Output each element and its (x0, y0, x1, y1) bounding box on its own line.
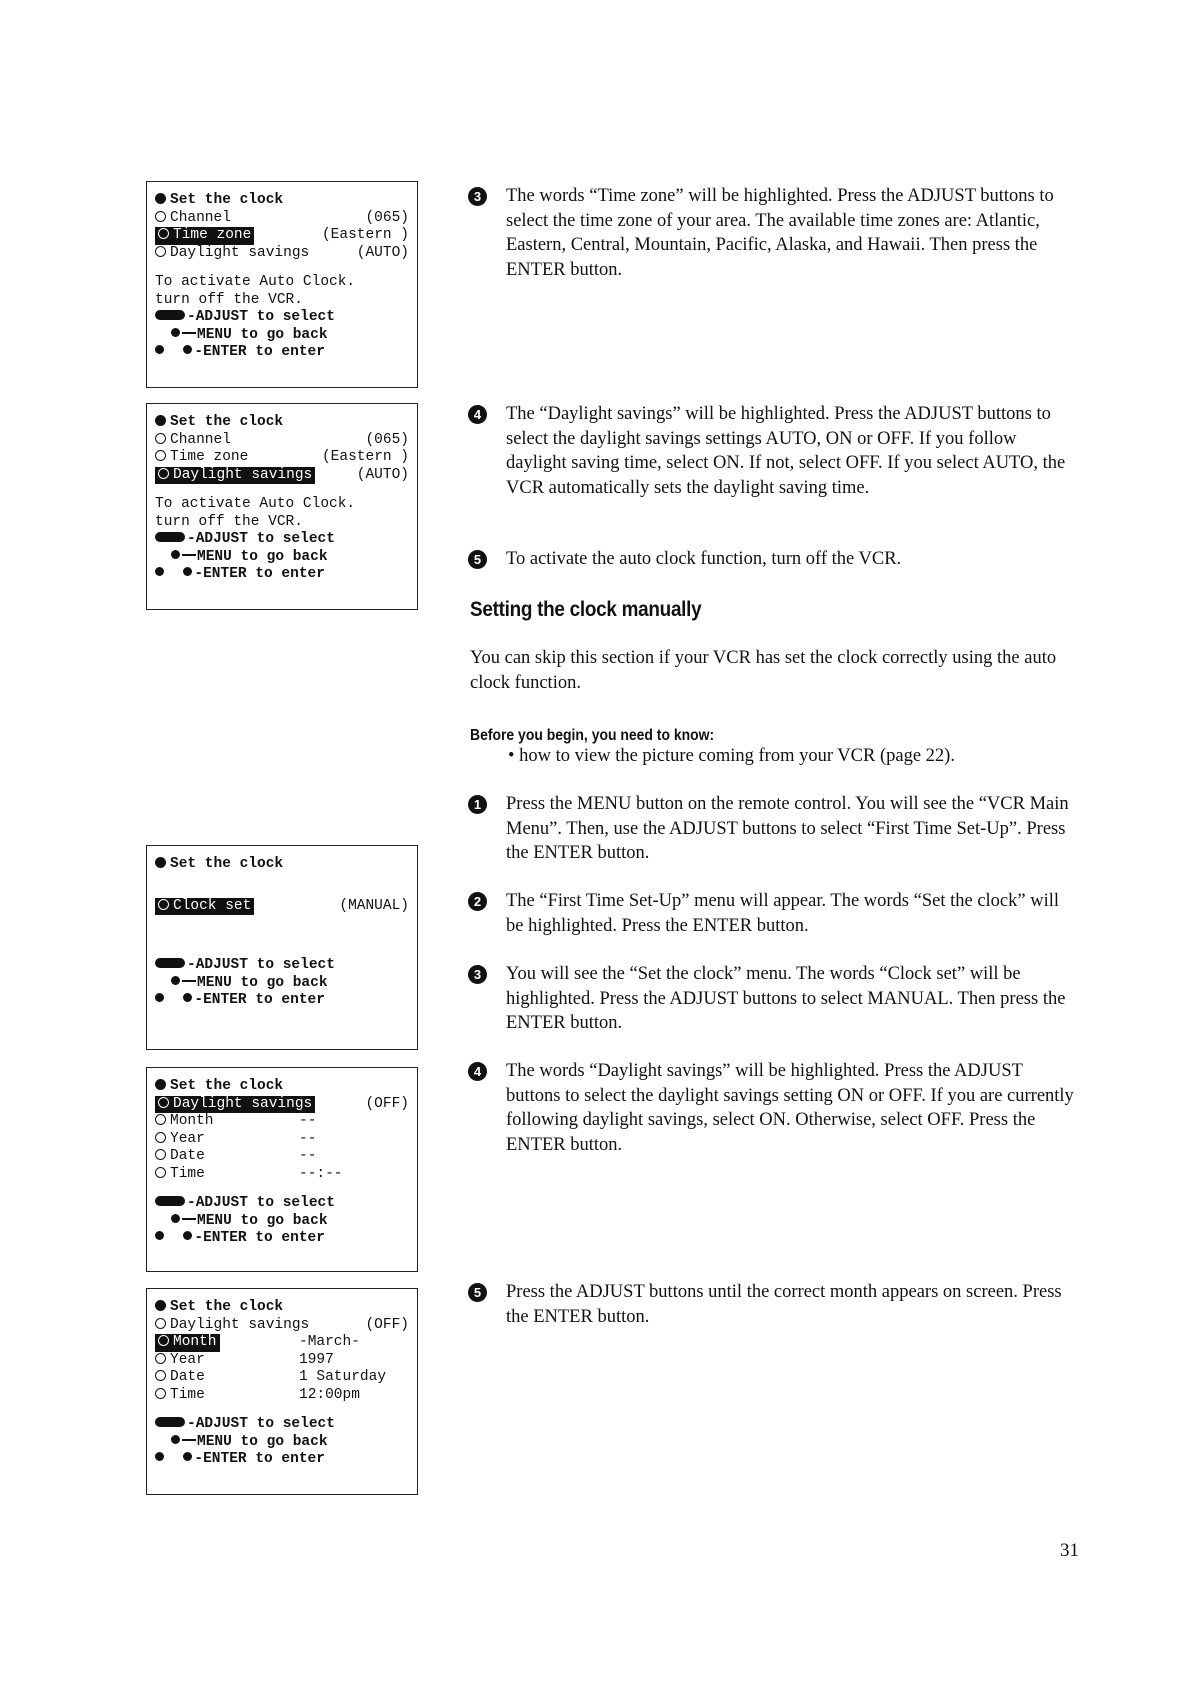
menu-row-daylight: Daylight savings (AUTO) (155, 467, 409, 485)
enter-button-icon (183, 1452, 192, 1461)
screen-title: Set the clock (170, 192, 284, 208)
hint-menu: MENU to go back (155, 1213, 409, 1231)
enter-button-icon (183, 993, 192, 1002)
screen-title: Set the clock (170, 1299, 284, 1315)
step-number: 5 (468, 1283, 487, 1302)
before-item: • how to view the picture coming from your VCR (page 22). (508, 746, 955, 766)
filled-bullet-icon (155, 1300, 166, 1311)
enter-button-icon (183, 567, 192, 576)
step-text: Press the ADJUST buttons until the correct month appears on screen. Press the ENTER button. (506, 1282, 1062, 1327)
osd-screen-timezone (146, 181, 418, 388)
circle-bullet-icon (155, 1149, 166, 1160)
circle-bullet-icon (155, 246, 166, 257)
step-number: 4 (468, 405, 487, 424)
manual-step-2 (468, 889, 1080, 938)
step-text: To activate the auto clock function, turn off the VCR. (506, 549, 902, 569)
screen-title: Set the clock (170, 1078, 284, 1094)
adjust-pad-icon (155, 310, 185, 320)
note-line: turn off the VCR. (155, 291, 303, 308)
menu-row-month: Month -- (155, 1113, 409, 1131)
menu-button-icon (171, 1435, 180, 1444)
menu-row-date: Date 1 Saturday (155, 1369, 409, 1387)
auto-step-5 (468, 547, 1080, 572)
menu-row-year: Year -- (155, 1131, 409, 1149)
enter-button-icon (183, 1231, 192, 1240)
page-number: 31 (1060, 1540, 1079, 1561)
menu-row-daylight: Daylight savings (AUTO) (155, 245, 409, 263)
screen-title: Set the clock (170, 414, 284, 430)
circle-bullet-icon (158, 1335, 169, 1346)
circle-bullet-icon (158, 468, 169, 479)
screen-title: Set the clock (170, 856, 284, 872)
filled-bullet-icon (155, 415, 166, 426)
menu-row-channel: Channel (065) (155, 210, 409, 228)
osd-screen-daylight (146, 403, 418, 610)
manual-step-3 (468, 962, 1080, 1036)
circle-bullet-icon (155, 433, 166, 444)
enter-button-icon (155, 1452, 164, 1461)
circle-bullet-icon (155, 1388, 166, 1399)
filled-bullet-icon (155, 193, 166, 204)
osd-screen-month (146, 1288, 418, 1495)
enter-button-icon (155, 993, 164, 1002)
circle-bullet-icon (155, 1167, 166, 1178)
hint-adjust: -ADJUST to select (155, 1195, 409, 1213)
menu-row-time: Time --:-- (155, 1166, 409, 1184)
section-intro: You can skip this section if your VCR has set the clock correctly using the auto clock function. (470, 648, 1057, 693)
menu-row-timezone: Time zone (Eastern ) (155, 449, 409, 467)
hint-enter: -ENTER to enter (155, 344, 409, 362)
hint-adjust: -ADJUST to select (155, 1416, 409, 1434)
menu-row-time: Time 12:00pm (155, 1387, 409, 1405)
menu-button-icon (171, 976, 180, 985)
circle-bullet-icon (155, 211, 166, 222)
step-text: The words “Time zone” will be highlighted. Press the ADJUST buttons to select the time zone of your area. The available time zones are: Atlantic, Eastern, Central, Mountain, Pacific, Alaska, and Hawaii. Then press the ENTER button. (506, 186, 1054, 280)
menu-row-daylight: Daylight savings (OFF) (155, 1317, 409, 1335)
step-number: 1 (468, 795, 487, 814)
manual-step-1 (468, 792, 1080, 866)
hint-menu: MENU to go back (155, 549, 409, 567)
hint-adjust: -ADJUST to select (155, 531, 409, 549)
hint-menu: MENU to go back (155, 327, 409, 345)
auto-step-4 (468, 402, 1080, 500)
hint-adjust: -ADJUST to select (155, 309, 409, 327)
adjust-pad-icon (155, 958, 185, 968)
step-text: The words “Daylight savings” will be highlighted. Press the ADJUST buttons to select the daylight savings setting ON or OFF. If you are currently following daylight savings, select ON. Otherwise, select OFF. Press the ENTER button. (506, 1061, 1074, 1155)
hint-enter: -ENTER to enter (155, 1451, 409, 1469)
note-line: turn off the VCR. (155, 513, 303, 530)
adjust-pad-icon (155, 532, 185, 542)
adjust-pad-icon (155, 1196, 185, 1206)
note-line: To activate Auto Clock. (155, 496, 356, 512)
step-number: 5 (468, 550, 487, 569)
enter-button-icon (183, 345, 192, 354)
menu-button-icon (171, 550, 180, 559)
enter-button-icon (155, 567, 164, 576)
step-text: The “Daylight savings” will be highlighted. Press the ADJUST buttons to select the daylight savings settings AUTO, ON or OFF. If you follow daylight saving time, select ON. If not, select OFF. If you select AUTO, the VCR automatically sets the daylight saving time. (506, 404, 1066, 498)
menu-row-date: Date -- (155, 1148, 409, 1166)
circle-bullet-icon (158, 899, 169, 910)
step-number: 3 (468, 187, 487, 206)
menu-row-timezone: Time zone (Eastern ) (155, 227, 409, 245)
step-number: 3 (468, 965, 487, 984)
hint-enter: -ENTER to enter (155, 566, 409, 584)
circle-bullet-icon (158, 228, 169, 239)
hint-enter: -ENTER to enter (155, 1230, 409, 1248)
menu-button-icon (171, 328, 180, 337)
auto-step-3 (468, 184, 1080, 282)
step-text: The “First Time Set-Up” menu will appear. The words “Set the clock” will be highlighted. Press the ENTER button. (506, 891, 1060, 936)
hint-menu: MENU to go back (155, 975, 409, 993)
before-heading: Before you begin, you need to know: (470, 727, 715, 744)
filled-bullet-icon (155, 857, 166, 868)
step-number: 4 (468, 1062, 487, 1081)
circle-bullet-icon (155, 450, 166, 461)
step-text: Press the MENU button on the remote control. You will see the “VCR Main Menu”. Then, use the ADJUST buttons to select “First Time Set-Up”. Press the ENTER button. (506, 794, 1069, 863)
menu-row-daylight: Daylight savings (OFF) (155, 1096, 409, 1114)
circle-bullet-icon (155, 1114, 166, 1125)
menu-row-year: Year 1997 (155, 1352, 409, 1370)
adjust-pad-icon (155, 1417, 185, 1427)
enter-button-icon (155, 1231, 164, 1240)
step-text: You will see the “Set the clock” menu. The words “Clock set” will be highlighted. Press the ADJUST buttons to select MANUAL. Then press the ENTER button. (506, 964, 1066, 1033)
osd-screen-daylight-manual (146, 1067, 418, 1272)
step-number: 2 (468, 892, 487, 911)
manual-step-5 (468, 1280, 1080, 1329)
hint-menu: MENU to go back (155, 1434, 409, 1452)
menu-row-channel: Channel (065) (155, 432, 409, 450)
circle-bullet-icon (158, 1097, 169, 1108)
circle-bullet-icon (155, 1318, 166, 1329)
menu-button-icon (171, 1214, 180, 1223)
filled-bullet-icon (155, 1079, 166, 1090)
osd-screen-clockset (146, 845, 418, 1050)
menu-row-month: Month -March- (155, 1334, 409, 1352)
hint-adjust: -ADJUST to select (155, 957, 409, 975)
menu-row-clockset: Clock set (MANUAL) (155, 898, 409, 916)
note-line: To activate Auto Clock. (155, 274, 356, 290)
circle-bullet-icon (155, 1353, 166, 1364)
circle-bullet-icon (155, 1132, 166, 1143)
circle-bullet-icon (155, 1370, 166, 1381)
manual-step-4 (468, 1059, 1080, 1157)
hint-enter: -ENTER to enter (155, 992, 409, 1010)
enter-button-icon (155, 345, 164, 354)
section-heading: Setting the clock manually (470, 598, 702, 621)
